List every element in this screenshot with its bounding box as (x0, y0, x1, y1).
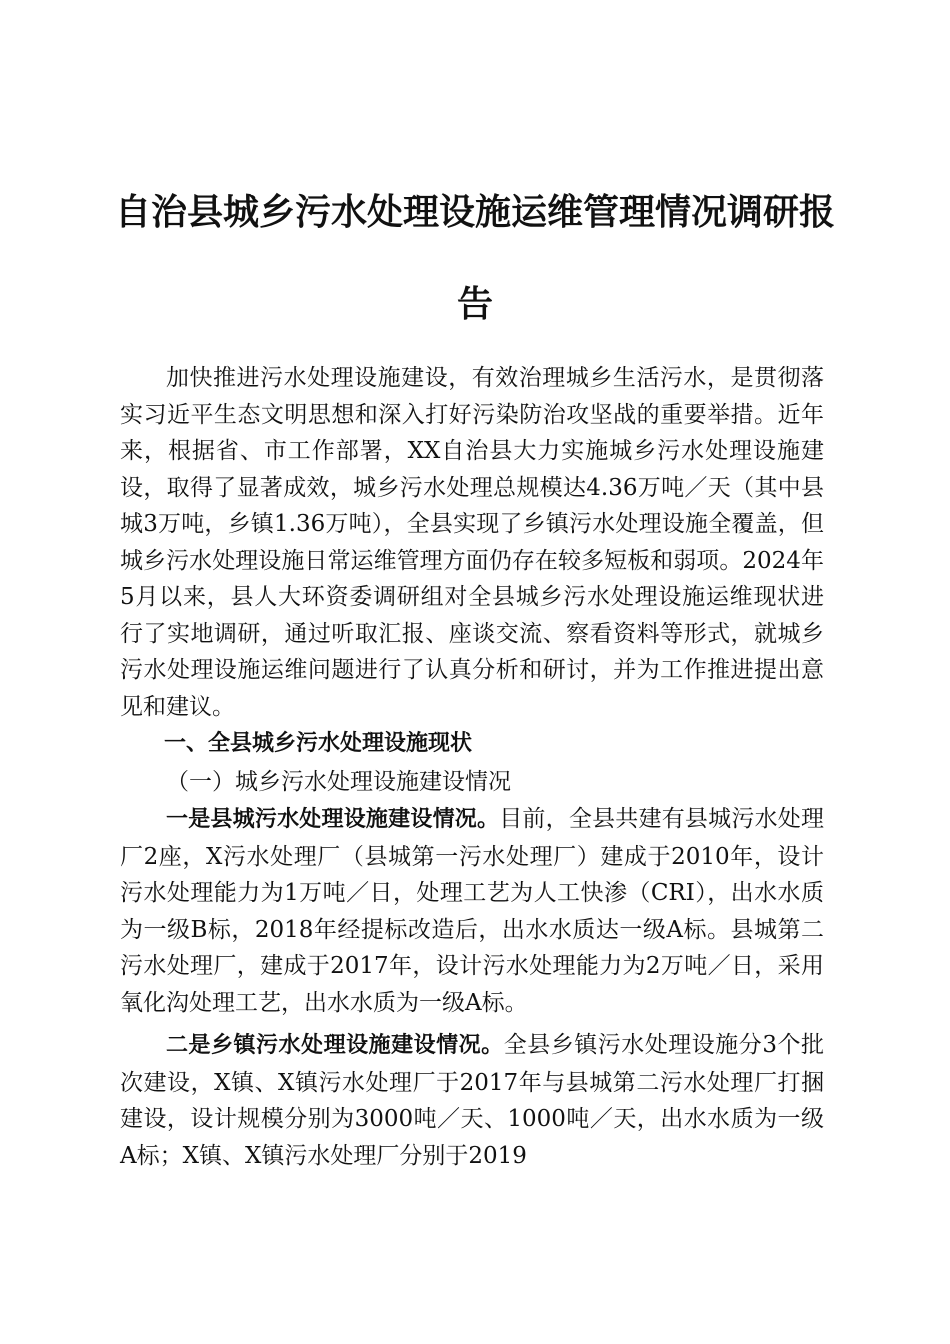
county-facilities-paragraph (120, 801, 824, 1021)
township-facilities-paragraph (120, 1027, 824, 1174)
section-heading: 一、全县城乡污水处理设施现状 (164, 731, 473, 756)
paragraph-text: 目前，全县共建有县城污水处理厂2座，X污水处理厂（县城第一污水处理厂）建成于2010年，设计污水处理能力为1万吨／日，处理工艺为人工快渗（CRI），出水水质为一级B标，2018年经提标改造后，出水水质达一级A标。县城第二污水处理厂，建成于2017年，设计污水处理能力为2万吨／日，采用氧化沟处理工艺，出水水质为一级A标。 (120, 806, 824, 1016)
subsection-heading: （一）城乡污水处理设施建设情况 (166, 769, 511, 795)
paragraph-lead: 二是乡镇污水处理设施建设情况。 (166, 1033, 504, 1058)
document-body (120, 360, 824, 1174)
document-title: 自治县城乡污水处理设施运维管理情况调研报告 (114, 191, 835, 325)
paragraph-text: 全县乡镇污水处理设施分3个批次建设，X镇、X镇污水处理厂于2017年与县城第二污水处理厂打捆建设，设计规模分别为3000吨／天、1000吨／天，出水水质为一级A标；X镇、X镇污水处理厂分别于2019 (120, 1032, 824, 1169)
paragraph-lead: 一是县城污水处理设施建设情况。 (166, 807, 500, 832)
intro-paragraph: 加快推进污水处理设施建设，有效治理城乡生活污水，是贯彻落实习近平生态文明思想和深入打好污染防治攻坚战的重要举措。近年来，根据省、市工作部署，XX自治县大力实施城乡污水处理设施建设，取得了显著成效，城乡污水处理总规模达4.36万吨／天（其中县城3万吨，乡镇1.36万吨），全县实现了乡镇污水处理设施全覆盖，但城乡污水处理设施日常运维管理方面仍存在较多短板和弱项。2024年5月以来，县人大环资委调研组对全县城乡污水处理设施运维现状进行了实地调研，通过听取汇报、座谈交流、察看资料等形式，就城乡污水处理设施运维问题进行了认真分析和研讨，并为工作推进提出意见和建议。 (120, 365, 824, 720)
